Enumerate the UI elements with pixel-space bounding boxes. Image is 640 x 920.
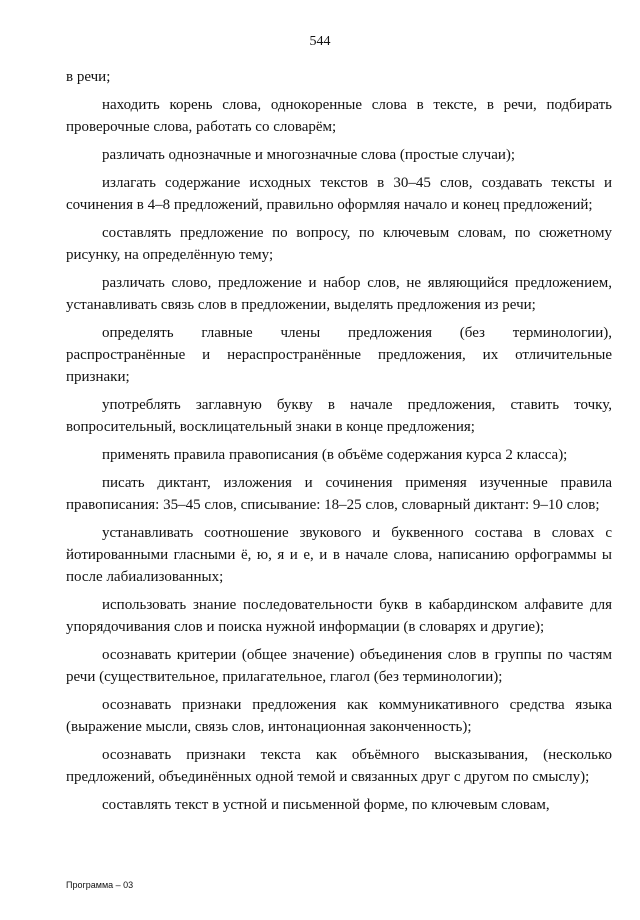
paragraph: находить корень слова, однокоренные слова в тексте, в речи, подбирать проверочные слова, работать со словарём; (66, 97, 612, 135)
paragraph: различать однозначные и многозначные слова (простые случаи); (102, 147, 516, 163)
page-number: 544 (309, 34, 331, 49)
paragraph: составлять текст в устной и письменной форме, по ключевым словам, (102, 797, 550, 813)
paragraph: использовать знание последовательности букв в кабардинском алфавите для упорядочивания слов и поиска нужной информации (в словарях и другие); (66, 597, 612, 635)
paragraph: осознавать признаки предложения как коммуникативного средства языка (выражение мысли, связь слов, интонационная законченность); (66, 697, 612, 735)
paragraph: в речи; (66, 69, 111, 85)
paragraph: определять главные члены предложения (без терминологии), распространённые и нераспространённые предложения, их отличительные признаки; (66, 325, 612, 385)
paragraph: осознавать критерии (общее значение) объединения слов в группы по частям речи (существительное, прилагательное, глагол (без терминологии); (66, 647, 612, 685)
paragraph: писать диктант, изложения и сочинения применяя изученные правила правописания: 35–45 слов, списывание: 18–25 слов, словарный диктант: 9–10 слов; (66, 475, 612, 513)
paragraph: излагать содержание исходных текстов в 30–45 слов, создавать тексты и сочинения в 4–8 предложений, правильно оформляя начало и конец предложений; (66, 175, 612, 213)
paragraph: составлять предложение по вопросу, по ключевым словам, по сюжетному рисунку, на определённую тему; (66, 225, 612, 263)
document-body (66, 66, 612, 822)
paragraph: применять правила правописания (в объёме содержания курса 2 класса); (102, 447, 568, 463)
paragraph: различать слово, предложение и набор слов, не являющийся предложением, устанавливать связь слов в предложении, выделять предложения из речи; (66, 275, 612, 313)
footer-label: Программа – 03 (66, 880, 134, 890)
paragraph: устанавливать соотношение звукового и буквенного состава в словах с йотированными гласными ё, ю, я и е, и в начале слова, написанию орфограммы ы после лабиализованных; (66, 525, 612, 585)
paragraph: осознавать признаки текста как объёмного высказывания, (несколько предложений, объединённых одной темой и связанных друг с другом по смыслу); (66, 747, 612, 785)
paragraph: употреблять заглавную букву в начале предложения, ставить точку, вопросительный, восклицательный знаки в конце предложения; (66, 397, 612, 435)
